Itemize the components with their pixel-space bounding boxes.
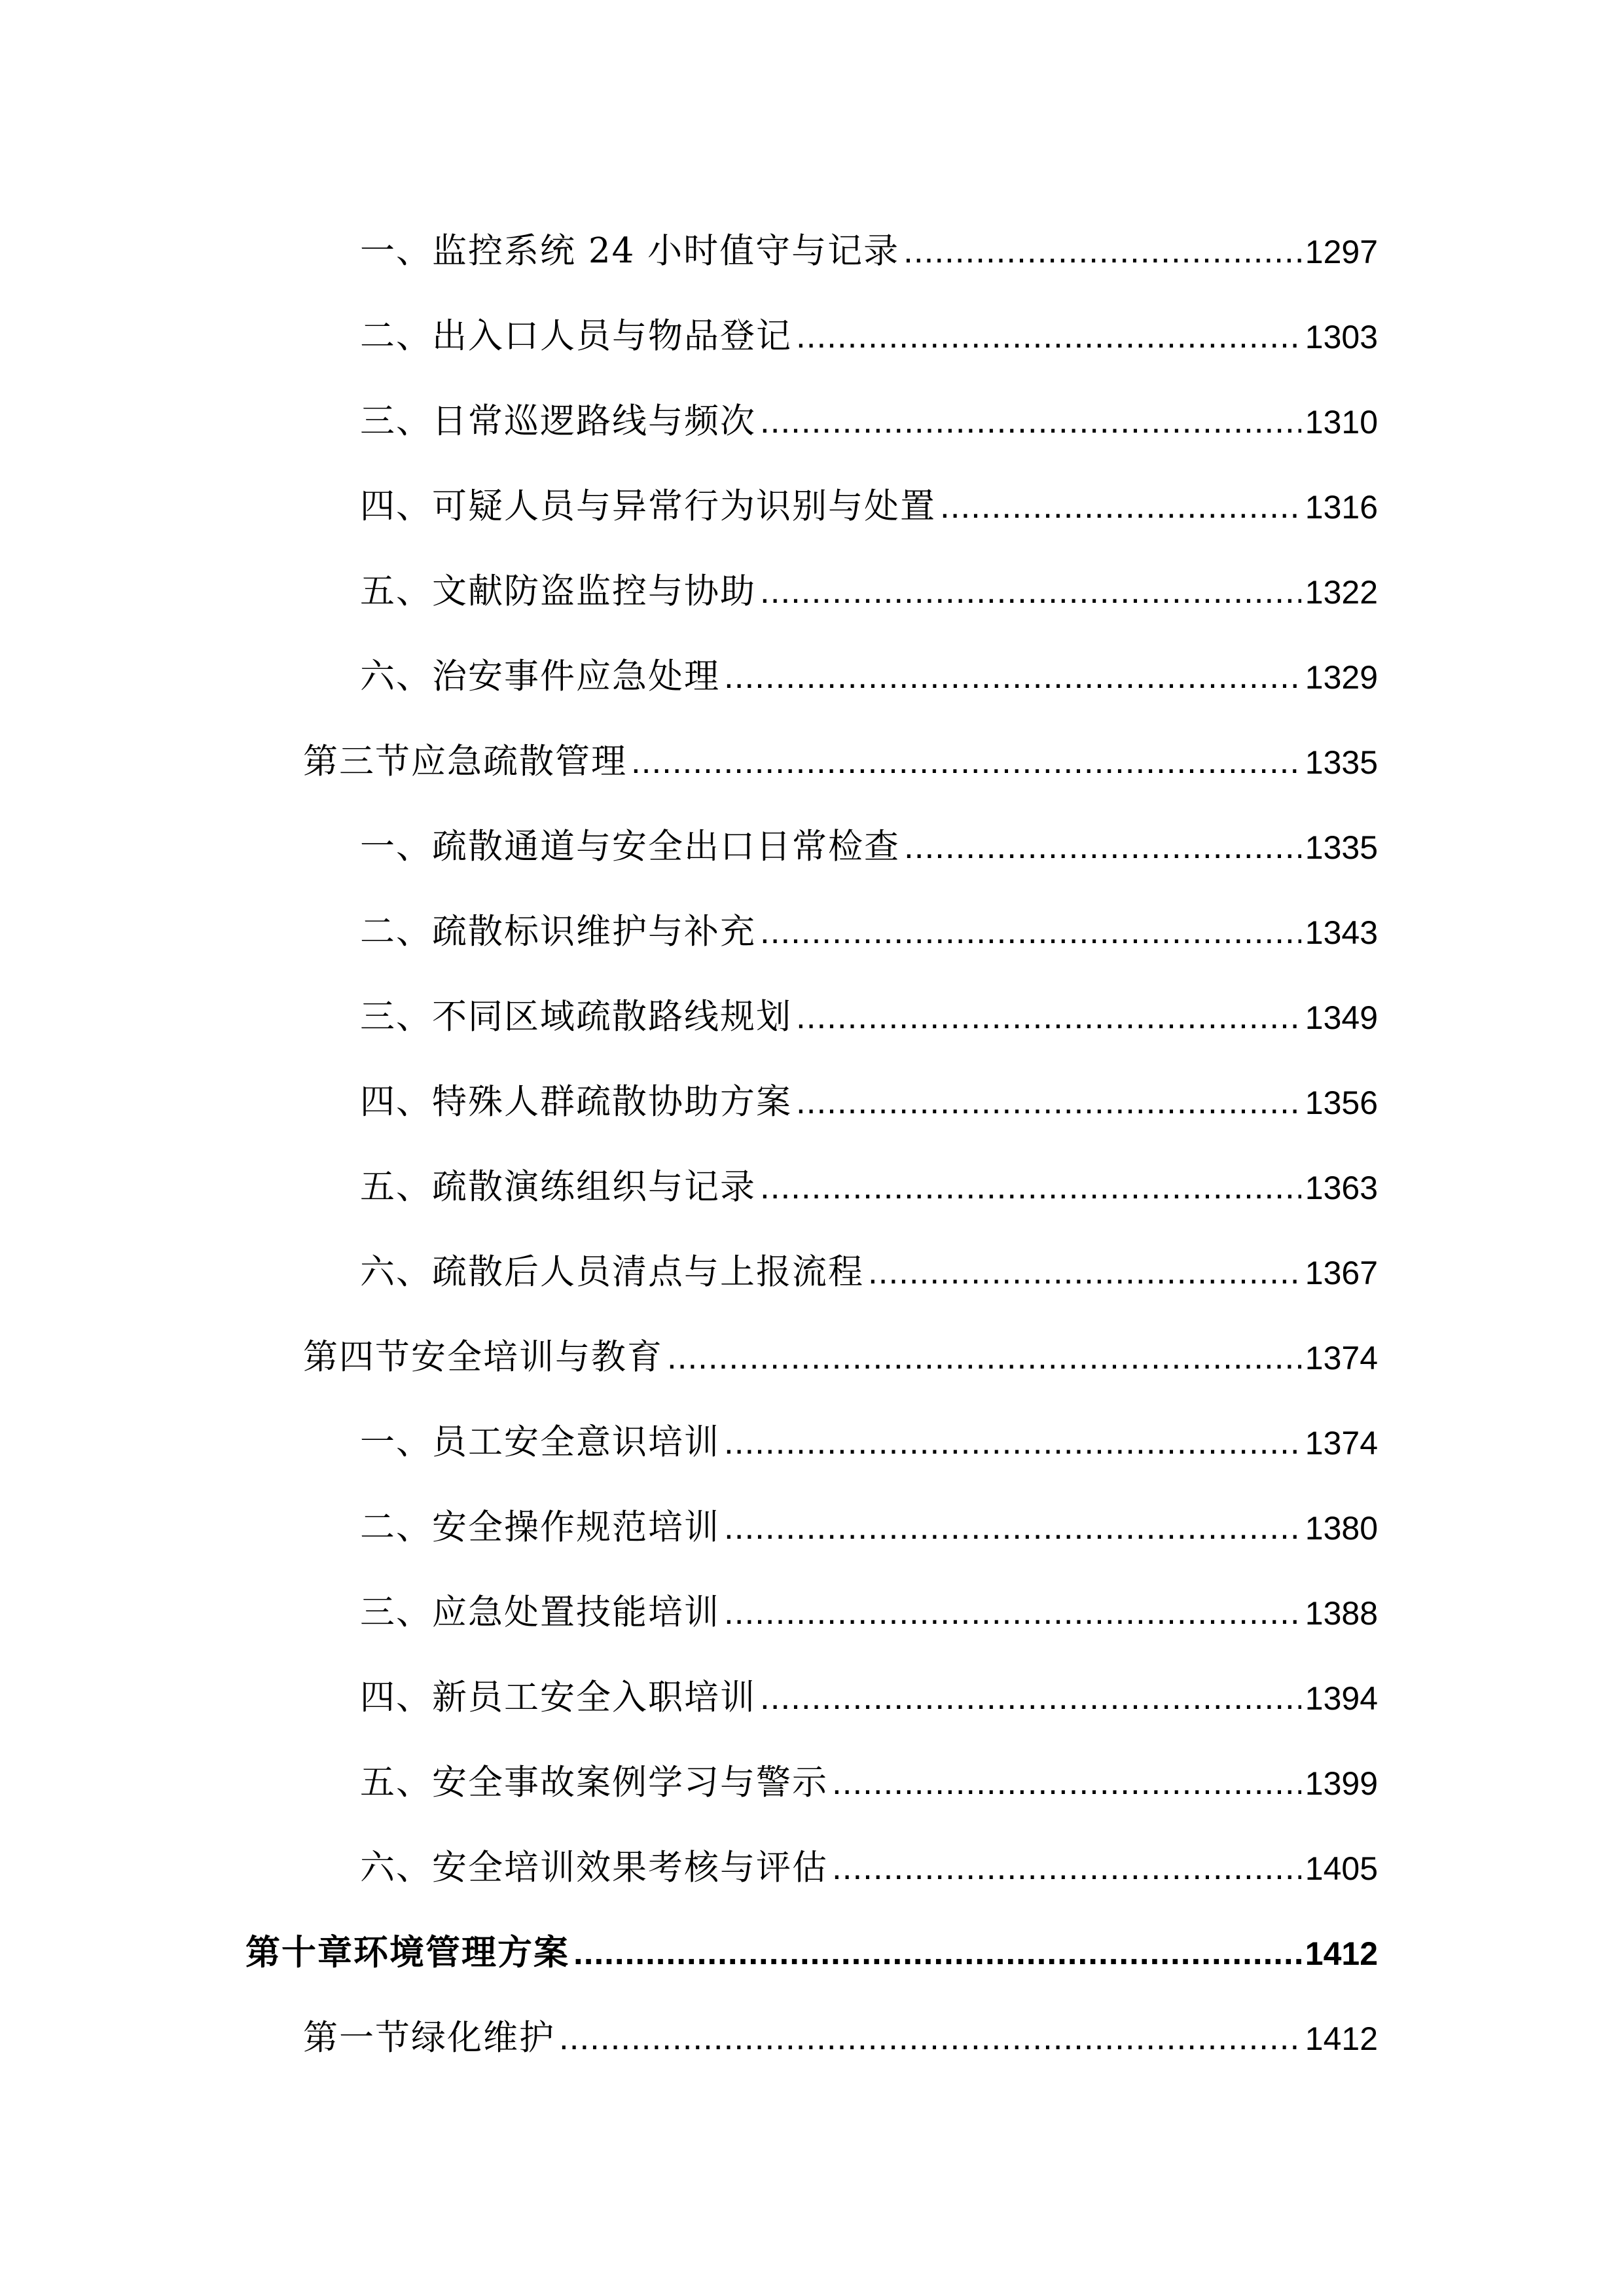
toc-entry[interactable] — [360, 635, 1378, 694]
toc-entry-page: 1356 — [1305, 1085, 1378, 1121]
toc-entry-section[interactable] — [303, 1316, 1378, 1377]
toc-entry[interactable] — [360, 890, 1378, 952]
toc-dot-leader — [724, 1510, 1301, 1545]
toc-entry-page: 1303 — [1305, 319, 1378, 355]
toc-entry-chapter[interactable] — [245, 1911, 1378, 1973]
toc-entry-page: 1297 — [1305, 234, 1378, 270]
toc-entry[interactable] — [360, 1486, 1378, 1545]
toc-dot-leader — [868, 1255, 1301, 1289]
toc-entry[interactable] — [360, 1826, 1378, 1888]
toc-dot-leader — [724, 1595, 1301, 1630]
toc-dot-leader — [904, 829, 1301, 864]
toc-entry-page: 1405 — [1305, 1850, 1378, 1887]
toc-entry-title: 四、特殊人群疏散协助方案 — [360, 1082, 792, 1122]
toc-entry-title: 四、新员工安全入职培训 — [360, 1677, 756, 1717]
toc-entry-title: 三、应急处置技能培训 — [360, 1592, 720, 1632]
toc-dot-leader — [760, 404, 1301, 439]
toc-entry-page: 1412 — [1305, 1935, 1378, 1972]
toc-dot-leader — [940, 489, 1301, 524]
toc-dot-leader — [573, 1935, 1301, 1970]
toc-entry[interactable] — [360, 1741, 1378, 1803]
toc-entry-page: 1310 — [1305, 404, 1378, 440]
toc-entry-title: 一、监控系统 24 小时值守与记录 — [360, 231, 900, 271]
toc-entry-page: 1374 — [1305, 1425, 1378, 1462]
toc-entry[interactable] — [360, 1401, 1378, 1460]
toc-entry-title: 五、文献防盗监控与协助 — [360, 571, 756, 611]
toc-entry[interactable] — [360, 550, 1378, 609]
toc-entry-title: 五、疏散演练组织与记录 — [360, 1167, 756, 1207]
toc-entry-title: 四、可疑人员与异常行为识别与处置 — [360, 486, 936, 526]
toc-entry-title: 六、安全培训效果考核与评估 — [360, 1848, 828, 1888]
toc-entry-page: 1343 — [1305, 914, 1378, 951]
toc-entry-title: 二、安全操作规范培训 — [360, 1507, 720, 1547]
toc-entry-page: 1394 — [1305, 1680, 1378, 1717]
toc-entry[interactable] — [360, 465, 1378, 524]
toc-entry-page: 1335 — [1305, 829, 1378, 866]
toc-dot-leader — [760, 1680, 1301, 1715]
toc-entry-page: 1335 — [1305, 744, 1378, 781]
toc-entry[interactable] — [360, 1230, 1378, 1292]
toc-dot-leader — [760, 1170, 1301, 1204]
toc-dot-leader — [631, 744, 1301, 779]
toc-entry-page: 1380 — [1305, 1510, 1378, 1547]
toc-entry-title: 六、疏散后人员清点与上报流程 — [360, 1252, 864, 1292]
toc-dot-leader — [724, 1425, 1301, 1460]
toc-entry-title: 二、出入口人员与物品登记 — [360, 316, 792, 356]
toc-entry-page: 1388 — [1305, 1595, 1378, 1632]
toc-entry-title: 六、治安事件应急处理 — [360, 656, 720, 696]
toc-entry-page: 1412 — [1305, 2020, 1378, 2057]
toc-entry-page: 1316 — [1305, 489, 1378, 526]
toc-entry[interactable] — [360, 380, 1378, 439]
toc-dot-leader — [760, 914, 1301, 949]
toc-entry[interactable] — [360, 805, 1378, 867]
toc-entry-title: 第四节安全培训与教育 — [303, 1337, 663, 1377]
toc-dot-leader — [832, 1765, 1301, 1800]
toc-entry-page: 1399 — [1305, 1765, 1378, 1802]
toc-entry-page: 1349 — [1305, 999, 1378, 1036]
toc-entry-section[interactable] — [303, 720, 1378, 779]
toc-entry-page: 1329 — [1305, 659, 1378, 696]
toc-entry-section[interactable] — [303, 1996, 1378, 2058]
toc-dot-leader — [724, 659, 1301, 694]
toc-entry[interactable] — [360, 295, 1378, 356]
toc-entry-title: 第十章环境管理方案 — [245, 1932, 569, 1973]
toc-entry-page: 1363 — [1305, 1170, 1378, 1206]
toc-dot-leader — [903, 234, 1301, 268]
toc-dot-leader — [667, 1340, 1301, 1374]
toc-entry[interactable] — [360, 209, 1378, 271]
toc-entry-title: 一、疏散通道与安全出口日常检查 — [360, 827, 900, 867]
toc-dot-leader — [796, 1085, 1301, 1119]
toc-dot-leader — [796, 999, 1301, 1034]
toc-entry-title: 三、不同区域疏散路线规划 — [360, 997, 792, 1037]
toc-entry[interactable] — [360, 1571, 1378, 1630]
toc-entry-title: 第三节应急疏散管理 — [303, 742, 627, 781]
toc-dot-leader — [760, 574, 1301, 609]
toc-entry-title: 三、日常巡逻路线与频次 — [360, 401, 756, 441]
toc-entry[interactable] — [360, 1060, 1378, 1122]
toc-entry-page: 1374 — [1305, 1340, 1378, 1376]
toc-entry-page: 1367 — [1305, 1255, 1378, 1291]
toc-dot-leader — [559, 2020, 1301, 2055]
toc-entry-title: 五、安全事故案例学习与警示 — [360, 1763, 828, 1803]
toc-entry-title: 第一节绿化维护 — [303, 2018, 555, 2058]
toc-entry[interactable] — [360, 975, 1378, 1037]
toc-dot-leader — [796, 319, 1301, 353]
toc-dot-leader — [832, 1850, 1301, 1885]
toc-entry[interactable] — [360, 1656, 1378, 1715]
toc-entry[interactable] — [360, 1145, 1378, 1207]
toc-entry-title: 二、疏散标识维护与补充 — [360, 912, 756, 952]
toc-entry-title: 一、员工安全意识培训 — [360, 1422, 720, 1462]
toc-entry-page: 1322 — [1305, 574, 1378, 611]
